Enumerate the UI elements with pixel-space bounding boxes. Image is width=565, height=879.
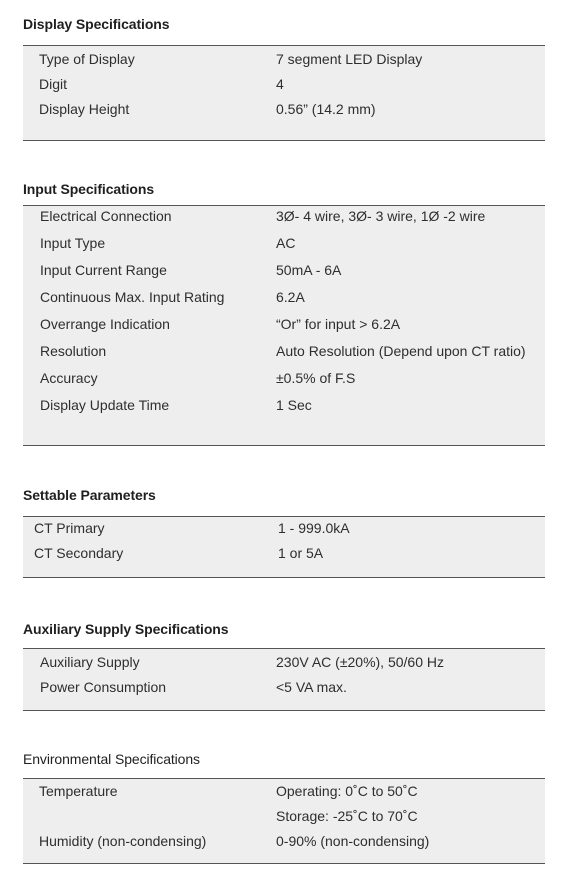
row-value: ±0.5% of F.S [276,370,356,386]
spec-table [23,778,545,864]
section-title: Settable Parameters [23,487,156,503]
table-row [23,341,545,361]
table-row [23,806,545,826]
section-title: Input Specifications [23,181,155,197]
row-label: Display Update Time [40,397,170,413]
spec-table [23,648,545,711]
section-input-specifications [23,179,545,413]
row-label: Accuracy [40,370,98,386]
row-value: 0.56” (14.2 mm) [276,101,376,117]
table-row [23,287,545,307]
row-value: 50mA - 6A [276,262,342,278]
row-label: Continuous Max. Input Rating [40,289,225,305]
row-value: 1 - 999.0kA [278,520,350,536]
row-value: 6.2A [276,289,305,305]
table-row [23,395,545,415]
table-row [23,652,545,672]
row-label: Electrical Connection [40,208,172,224]
row-label: Input Current Range [40,262,167,278]
spec-table [23,205,545,446]
section-display-specifications [23,14,545,117]
table-row [23,314,545,334]
section-title: Environmental Specifications [23,751,200,767]
row-value: 7 segment LED Display [276,51,423,67]
table-row [23,781,545,801]
table-row [23,74,545,94]
row-label: Overrange Indication [40,316,170,332]
row-label: Temperature [39,783,118,799]
row-value: 1 Sec [276,397,312,413]
table-row [23,206,545,226]
row-label: Power Consumption [40,679,167,695]
row-value: 3Ø- 4 wire, 3Ø- 3 wire, 1Ø -2 wire [276,208,486,224]
spec-table [23,45,545,141]
row-value: “Or” for input > 6.2A [276,316,401,332]
table-row [23,368,545,388]
row-value: 0-90% (non-condensing) [276,833,430,849]
table-row [23,49,545,69]
row-label: Input Type [40,235,106,251]
table-row [23,677,545,697]
section-title: Auxiliary Supply Specifications [23,621,229,637]
row-value: Storage: -25˚C to 70˚C [276,808,418,824]
row-label: Resolution [40,343,107,359]
row-label: Type of Display [39,51,135,67]
row-value: <5 VA max. [276,679,347,695]
row-value: 230V AC (±20%), 50/60 Hz [276,654,444,670]
row-value: 1 or 5A [278,545,324,561]
section-settable-parameters [23,485,545,561]
table-row [23,260,545,280]
row-label: Display Height [39,101,130,117]
section-title: Display Specifications [23,16,170,32]
spec-table [23,516,545,578]
row-label: Humidity (non-condensing) [39,833,207,849]
table-row [23,543,545,563]
table-row [23,233,545,253]
section-environmental-specifications [23,749,545,849]
row-value: AC [276,235,296,251]
table-row [23,518,545,538]
row-value: Auto Resolution (Depend upon CT ratio) [276,343,526,359]
table-row [23,831,545,851]
row-value: 4 [276,76,284,92]
row-value: Operating: 0˚C to 50˚C [276,783,418,799]
row-label: CT Primary [34,520,105,536]
table-row [23,99,545,119]
row-label: Auxiliary Supply [40,654,140,670]
section-auxiliary-supply-specifications [23,619,545,695]
row-label: CT Secondary [34,545,124,561]
row-label: Digit [39,76,68,92]
